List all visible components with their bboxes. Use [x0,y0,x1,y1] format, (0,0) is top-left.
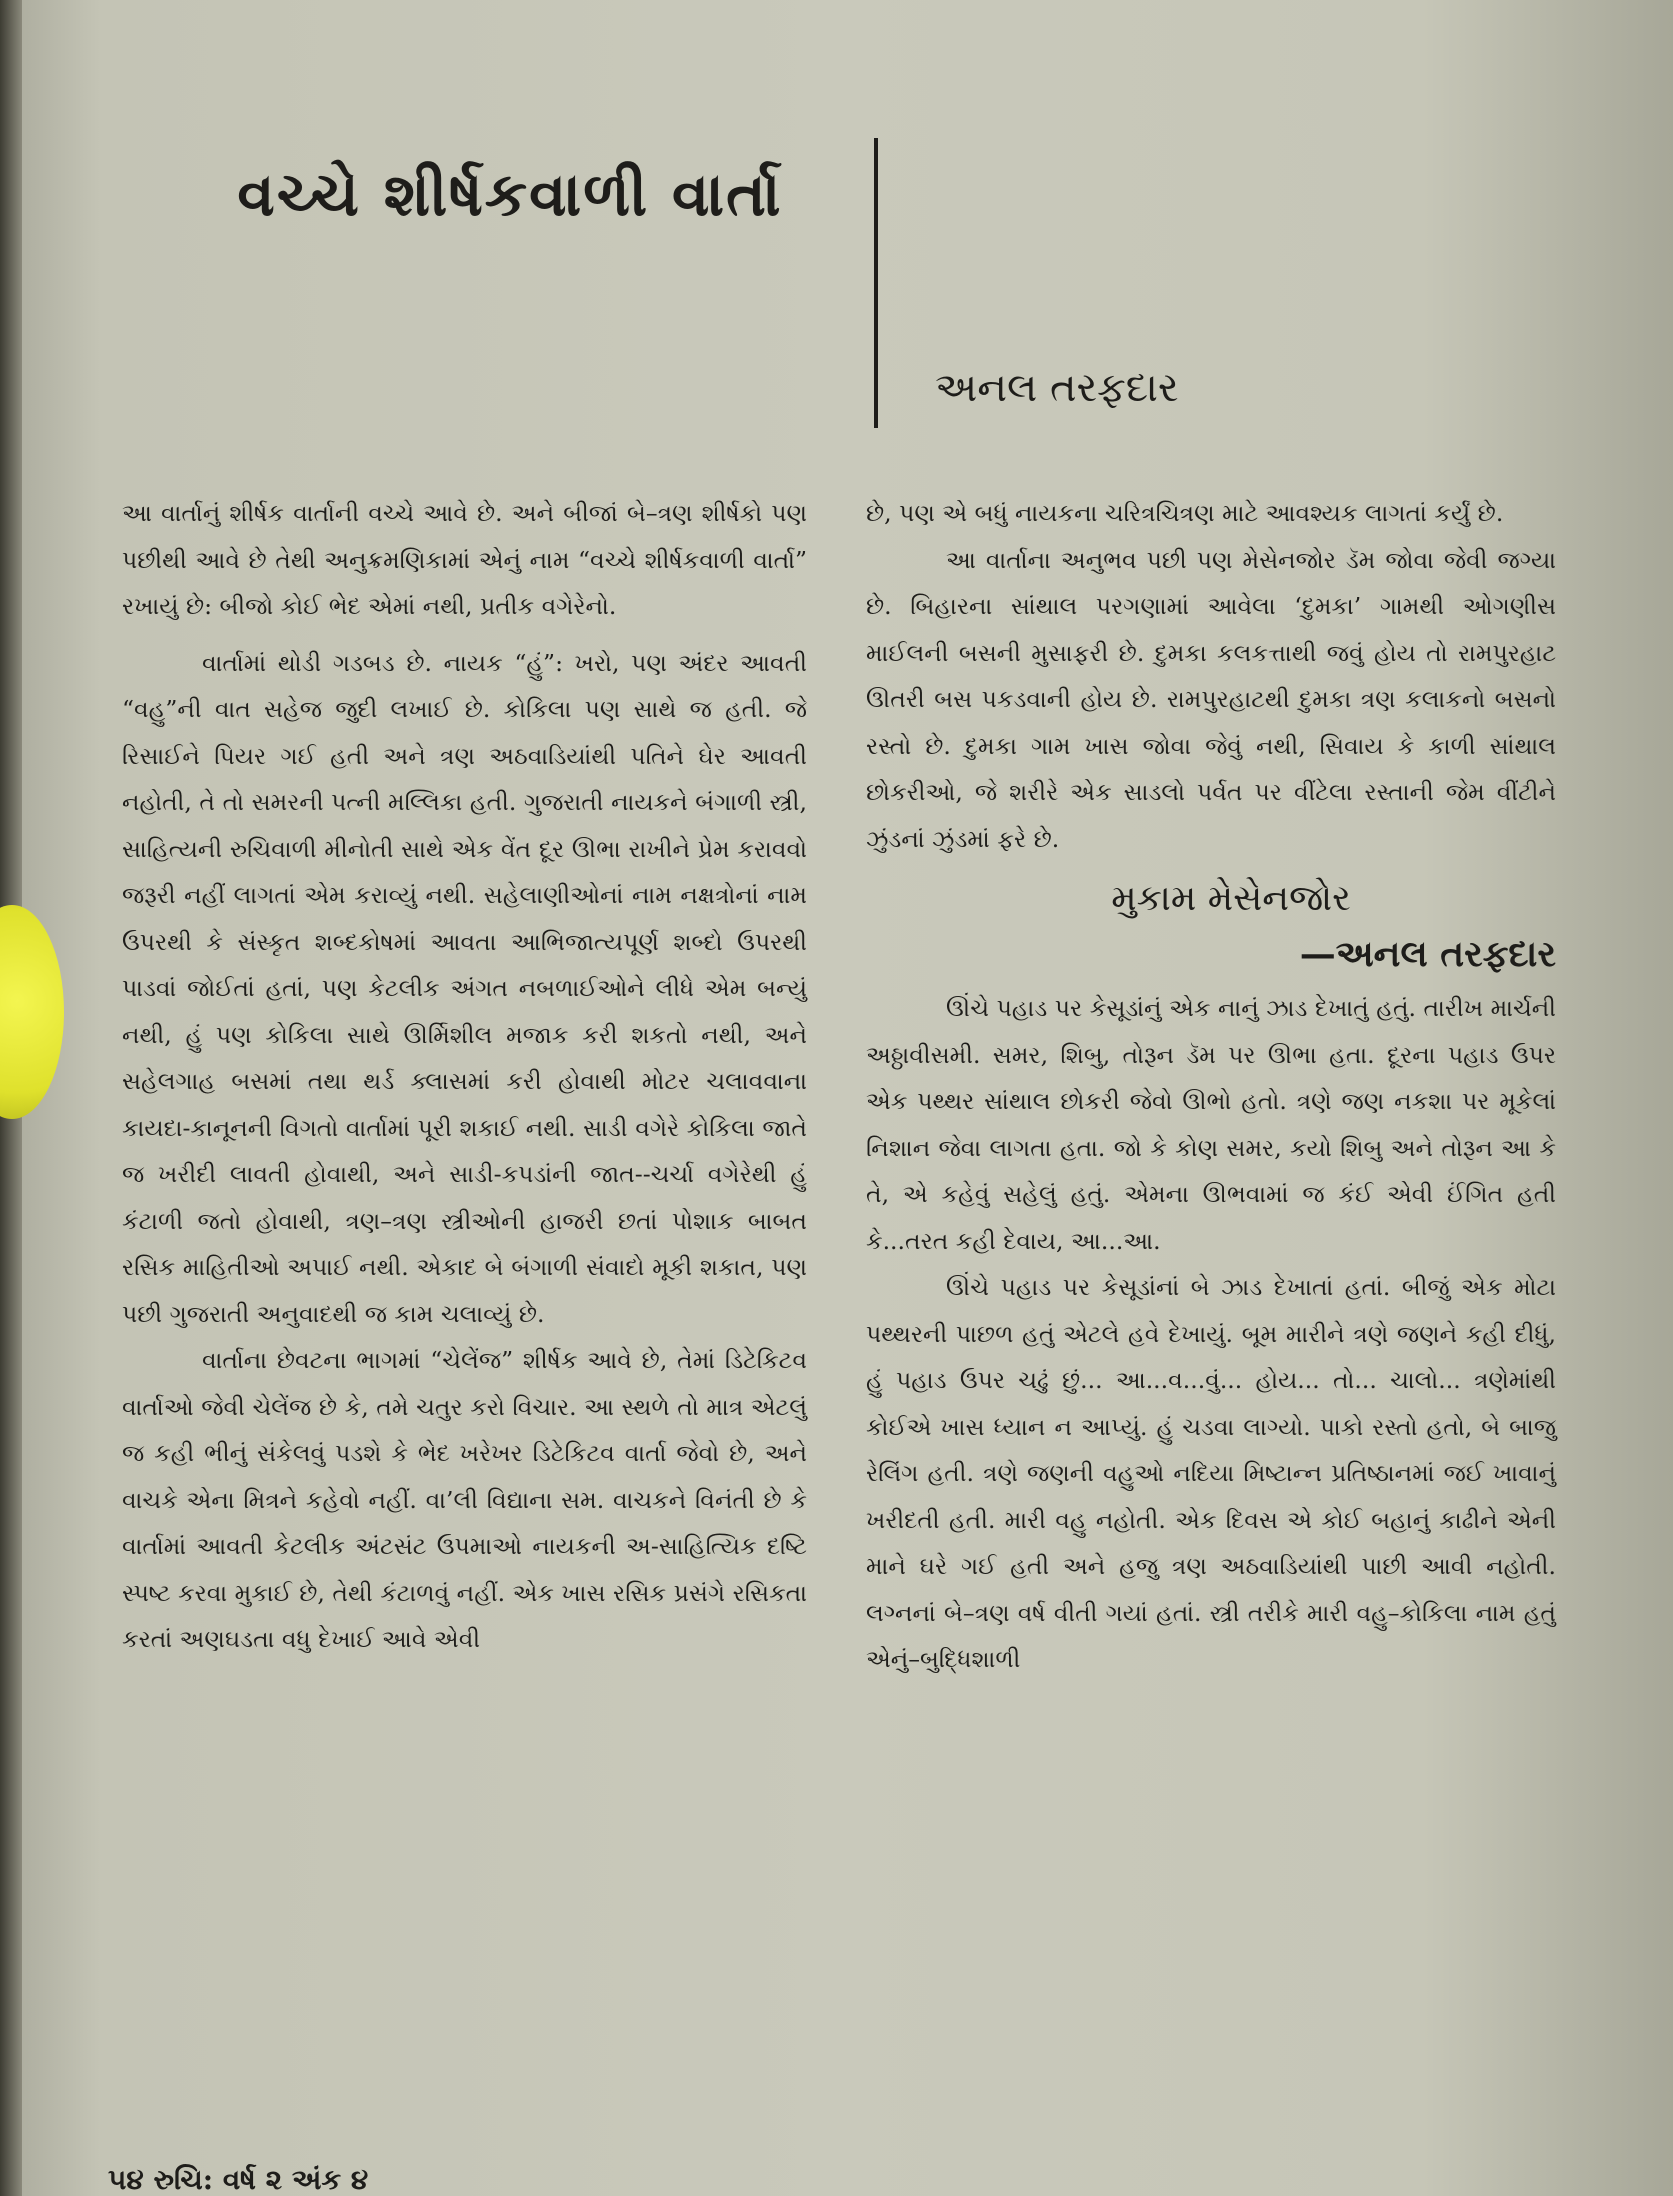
paragraph: વાર્તાના છેવટના ભાગમાં “ચેલેંજ” શીર્ષક આવે છે, તેમાં ડિટેકિટવ વાર્તાઓ જેવી ચેલેંજ છે કે, તમે ચતુર કરો વિચાર. આ સ્થળે તો માત્ર એટલું જ કહી ભીનું સંકેલવું પડશે કે ભેદ ખરેખર ડિટેકિટવ વાર્તા જેવો છે, અને વાચકે એના મિત્રને કહેવો નહીં. વા’લી વિદ્યાના સમ. વાચકને વિનંતી છે કે વાર્તામાં આવતી કેટલીક અંટસંટ ઉપમાઓ નાયકની અ-સાહિત્યિક દષ્ટિ સ્પષ્ટ કરવા મુકાઈ છે, તેથી કંટાળવું નહીં. એક ખાસ રસિક પ્રસંગે રસિકતા કરતાં અણઘડતા વધુ દેખાઈ આવે એવી [122,1346,807,1653]
story-title: વચ્ચે શીર્ષકવાળી વાર્તા [237,160,783,230]
author-byline: અનલ તરફદાર [935,365,1179,411]
paragraph: વાર્તામાં થોડી ગડબડ છે. નાયક “હું”: ખરો, પણ અંદર આવતી “વહુ”ની વાત સહેજ જુદી લખાઈ છે. કોકિલા પણ સાથે જ હતી. જે રિસાઈને પિયર ગઈ હતી અને ત્રણ અઠવાડિયાંથી પતિને ઘેર આવતી નહોતી, તે તો સમરની પત્ની મલ્લિકા હતી. ગુજરાતી નાયકને બંગાળી સ્ત્રી, સાહિત્યની રુચિવાળી મીનોતી સાથે એક વેંત દૂર ઊભા રાખીને પ્રેમ કરાવવો જરૂરી નહીં લાગતાં એમ કરાવ્યું નથી. સહેલાણીઓનાં નામ નક્ષત્રોનાં નામ ઉપરથી કે સંસ્કૃત શબ્દકોષમાં આવતા આભિજાત્યપૂર્ણ શબ્દો ઉપરથી પાડવાં જોઈતાં હતાં, પણ કેટલીક અંગત નબળાઈઓને લીધે એમ બન્યું નથી, હું પણ કોકિલા સાથે ઊર્મિશીલ મજાક કરી શકતો નથી, અને સહેલગાહ બસમાં તથા થર્ડ ક્લાસમાં કરી હોવાથી મોટર ચલાવવાના કાયદા-કાનૂનની વિગતો વાર્તામાં પૂરી શકાઈ નથી. સાડી વગેરે કોકિલા જાતે જ ખરીદી લાવતી હોવાથી, અને સાડી-કપડાંની જાત--ચર્ચા વગેરેથી હું કંટાળી જતો હોવાથી, ત્રણ–ત્રણ સ્ત્રીઓની હાજરી છતાં પોશાક બાબત રસિક માહિતીઓ અપાઈ નથી. એકાદ બે બંગાળી સંવાદો મૂકી શકાત, પણ પછી ગુજરાતી અનુવાદથી જ કામ ચલાવ્યું છે. [122,648,807,1328]
right-column [866,490,1556,1683]
yellow-clip-icon [0,905,64,1119]
left-column [122,490,807,1663]
page-footer: ૫૪ રુચિ: વર્ષ ૨ અંક ૪ [108,2163,369,2196]
paragraph: ઊંચે પહાડ પર કેસૂડાંનાં બે ઝાડ દેખાતાં હતાં. બીજું એક મોટા પથ્થરની પાછળ હતું એટલે હવે દેખાયું. બૂમ મારીને ત્રણે જણને કહી દીધું, હું પહાડ ઉપર ચઢું છું... આ...વ...વું... હોય... તો... ચાલો... ત્રણેમાંથી કોઈએ ખાસ ધ્યાન ન આપ્યું. હું ચડવા લાગ્યો. પાકો રસ્તો હતો, બે બાજુ રેલિંગ હતી. ત્રણે જણની વહુઓ નદિયા મિષ્ટાન્ન પ્રતિષ્ઠાનમાં જઈ ખાવાનું ખરીદતી હતી. મારી વહુ નહોતી. એક દિવસ એ કોઈ બહાનું કાઢીને એની માને ઘરે ગઈ હતી અને હજુ ત્રણ અઠવાડિયાંથી પાછી આવી નહોતી. લગ્નનાં બે–ત્રણ વર્ષ વીતી ગયાં હતાં. સ્ત્રી તરીકે મારી વહુ–કોકિલા નામ હતું એનું–બુદ્ધિશાળી [866,1273,1556,1673]
title-divider [874,138,878,428]
section-title: મુકામ મેસેનજોર [1111,878,1351,919]
paragraph: છે, પણ એ બધું નાયકના ચરિત્રચિત્રણ માટે આવશ્યક લાગતાં કર્યું છે. [866,499,1504,527]
paragraph: ઊંચે પહાડ પર કેસૂડાંનું એક નાનું ઝાડ દેખાતું હતું. તારીખ માર્ચની અઠ્ઠાવીસમી. સમર, શિબુ, તોરૂન ડૅમ પર ઊભા હતા. દૂરના પહાડ ઉપર એક પથ્થર સાંથાલ છોકરી જેવો ઊભો હતો. ત્રણે જણ નકશા પર મૂકેલાં નિશાન જેવા લાગતા હતા. જો કે કોણ સમર, કયો શિબુ અને તોરૂન આ કે તે, એ કહેવું સહેલું હતું. એમના ઊભવામાં જ કંઈ એવી ઈંગિત હતી કે...તરત કહી દેવાય, આ...આ. [866,994,1556,1255]
paragraph: આ વાર્તાનું શીર્ષક વાર્તાની વચ્ચે આવે છે. અને બીજાં બે–ત્રણ શીર્ષકો પણ પછીથી આવે છે તેથી અનુક્રમણિકામાં એનું નામ “વચ્ચે શીર્ષકવાળી વાર્તા” રખાયું છે: બીજો કોઈ ભેદ એમાં નથી, પ્રતીક વગેરેનો. [122,499,807,620]
section-author: —અનલ તરફદાર [1299,932,1556,975]
paragraph: આ વાર્તાના અનુભવ પછી પણ મેસેનજોર ડૅમ જોવા જેવી જગ્યા છે. બિહારના સાંથાલ પરગણામાં આવેલા ‘દુમકા’ ગામથી ઓગણીસ માઈલની બસની મુસાફરી છે. દુમકા કલકત્તાથી જવું હોય તો રામપુરહાટ ઊતરી બસ પકડવાની હોય છે. રામપુરહાટથી દુમકા ત્રણ કલાકનો બસનો રસ્તો છે. દુમકા ગામ ખાસ જોવા જેવું નથી, સિવાય કે કાળી સાંથાલ છોકરીઓ, જે શરીરે એક સાડલો પર્વત પર વીંટેલા રસ્તાની જેમ વીંટીને ઝુંડનાં ઝુંડમાં ફરે છે. [866,545,1556,853]
